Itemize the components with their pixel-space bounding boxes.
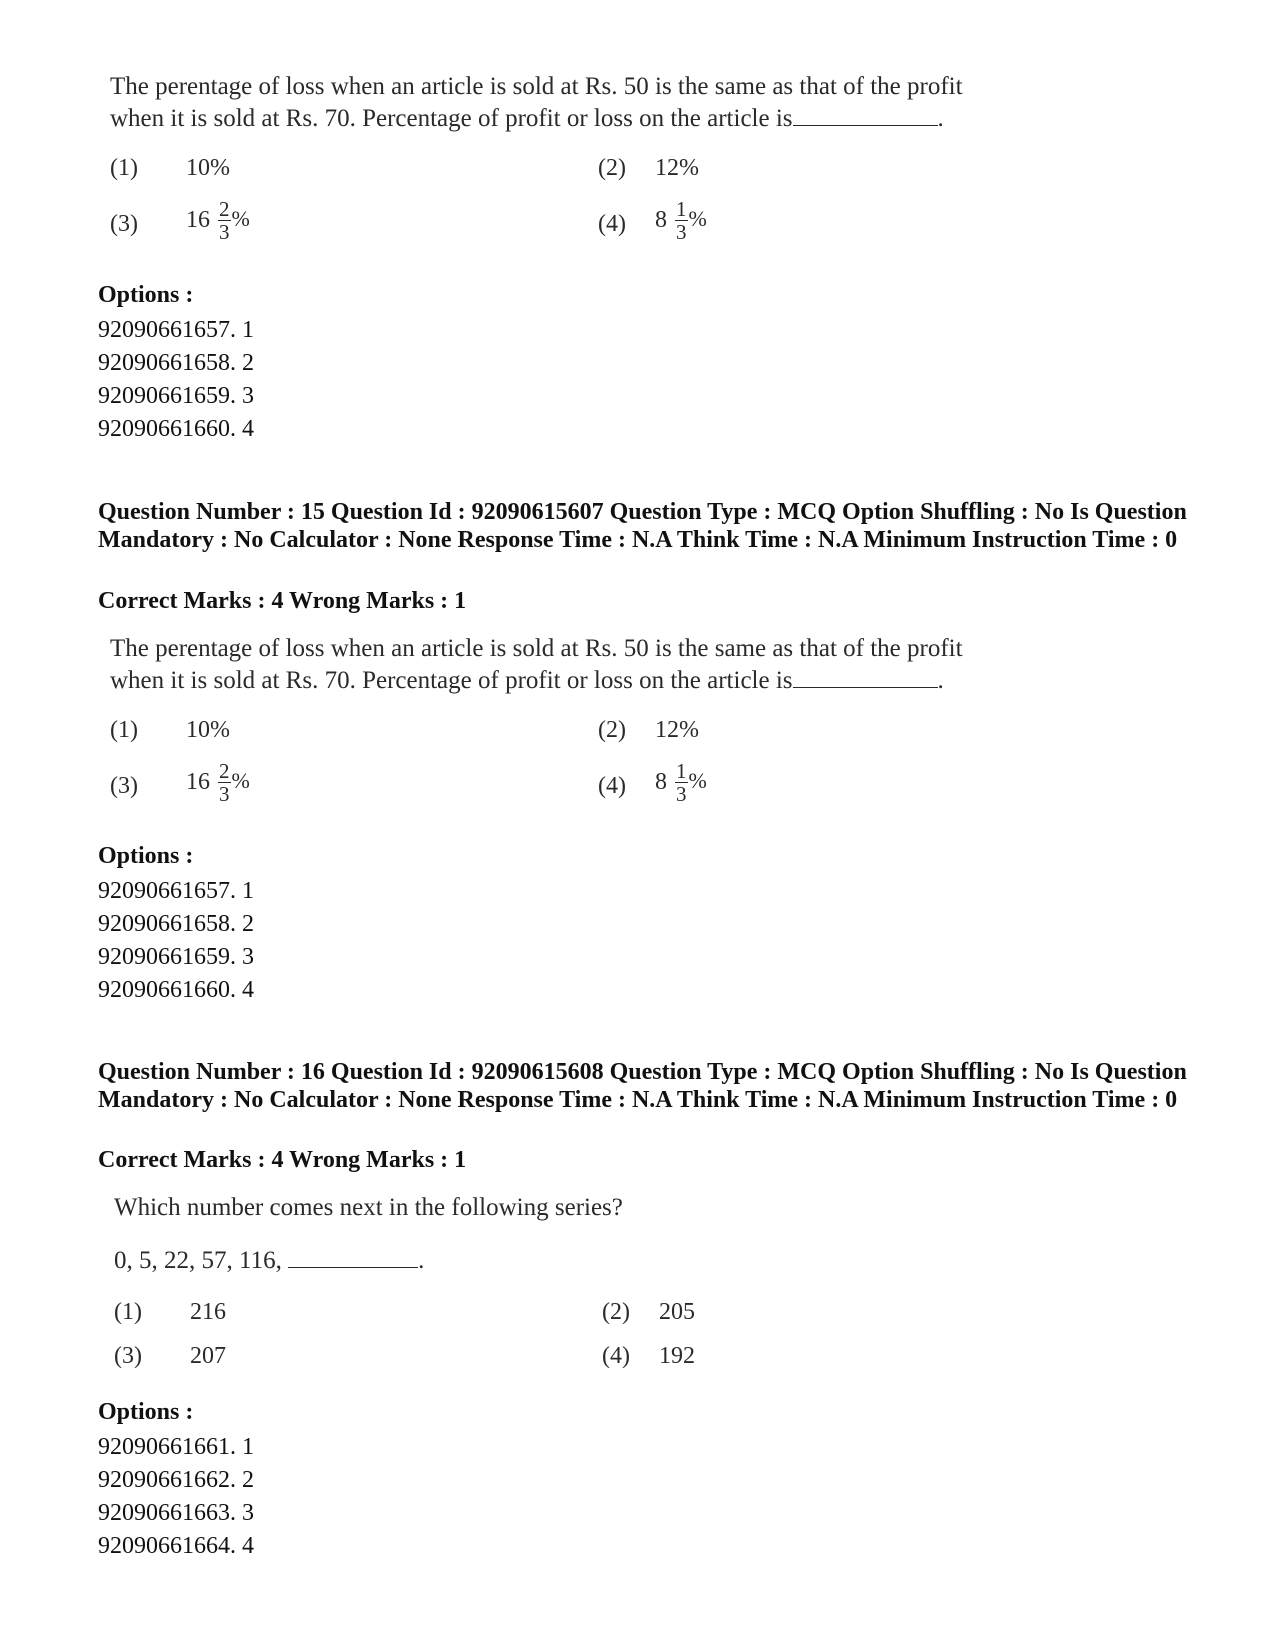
option-id: 92090661658. 2 xyxy=(98,350,254,376)
fraction-whole: 8 xyxy=(655,769,667,795)
fraction-denominator: 3 xyxy=(676,782,687,806)
option-id: 92090661660. 4 xyxy=(98,977,254,1003)
option-id: 92090661660. 4 xyxy=(98,416,254,442)
fraction-whole: 8 xyxy=(655,207,667,233)
fraction-whole: 16 xyxy=(186,207,210,233)
choice-text: 12% xyxy=(655,155,699,181)
choice-number: (4) xyxy=(602,1343,630,1369)
percent-sign: % xyxy=(688,767,707,793)
stem-text: 0, 5, 22, 57, 116, xyxy=(114,1247,282,1274)
choice-fraction xyxy=(186,198,250,243)
options-list xyxy=(98,314,254,446)
fraction-stack xyxy=(675,760,688,805)
choice-text: 205 xyxy=(659,1299,695,1325)
answer-blank xyxy=(793,665,938,688)
option-id: 92090661661. 1 xyxy=(98,1434,254,1460)
choice-text: 12% xyxy=(655,717,699,743)
option-id: 92090661659. 3 xyxy=(98,944,254,970)
choice-text: 216 xyxy=(190,1299,226,1325)
fraction-denominator: 3 xyxy=(219,220,230,244)
stem-text: when it is sold at Rs. 70. Percentage of profit or loss on the article is xyxy=(110,667,793,694)
choice-text: 10% xyxy=(186,717,230,743)
choice-fraction xyxy=(655,198,707,243)
option-id: 92090661662. 2 xyxy=(98,1467,254,1493)
options-list xyxy=(98,875,254,1007)
question-meta-header: Question Number : 15 Question Id : 92090615607 Question Type : MCQ Option Shuffling : No Is Question Mandatory : No Calculator : None Response Time : N.A Think Time : N.A Minimum Instruction Time : 0 xyxy=(98,499,1187,553)
option-id: 92090661658. 2 xyxy=(98,911,254,937)
fraction-stack xyxy=(675,198,688,243)
choice-number: (1) xyxy=(114,1299,142,1325)
choice-text: 207 xyxy=(190,1343,226,1369)
option-id: 92090661664. 4 xyxy=(98,1533,254,1559)
choice-number: (1) xyxy=(110,717,138,743)
choice-number: (4) xyxy=(598,211,626,237)
fraction-denominator: 3 xyxy=(676,220,687,244)
question-stem-line: Which number comes next in the following series? xyxy=(114,1194,623,1221)
fraction-stack xyxy=(218,198,231,243)
option-id: 92090661659. 3 xyxy=(98,383,254,409)
question-meta-header: Question Number : 16 Question Id : 92090615608 Question Type : MCQ Option Shuffling : No Is Question Mandatory : No Calculator : None Response Time : N.A Think Time : N.A Minimum Instruction Time : 0 xyxy=(98,1059,1187,1113)
question-stem-line: The perentage of loss when an article is sold at Rs. 50 is the same as that of the profit xyxy=(110,635,963,662)
marks-line: Correct Marks : 4 Wrong Marks : 1 xyxy=(98,588,467,614)
option-id: 92090661657. 1 xyxy=(98,317,254,343)
choice-number: (4) xyxy=(598,773,626,799)
choice-fraction xyxy=(655,760,707,805)
choice-number: (3) xyxy=(110,773,138,799)
options-list xyxy=(98,1431,254,1563)
choice-number: (3) xyxy=(110,211,138,237)
choice-number: (1) xyxy=(110,155,138,181)
option-id: 92090661663. 3 xyxy=(98,1500,254,1526)
choice-fraction xyxy=(186,760,250,805)
marks-line: Correct Marks : 4 Wrong Marks : 1 xyxy=(98,1147,467,1173)
question-stem-line: when it is sold at Rs. 70. Percentage of profit or loss on the article is . xyxy=(110,105,944,132)
fraction-whole: 16 xyxy=(186,769,210,795)
answer-blank xyxy=(288,1245,418,1268)
stem-text: when it is sold at Rs. 70. Percentage of profit or loss on the article is xyxy=(110,105,793,132)
choice-number: (2) xyxy=(598,155,626,181)
question-stem-line: 0, 5, 22, 57, 116, . xyxy=(114,1247,425,1274)
choice-number: (3) xyxy=(114,1343,142,1369)
percent-sign: % xyxy=(688,205,707,231)
fraction-numerator: 2 xyxy=(219,759,230,783)
fraction-numerator: 1 xyxy=(676,759,687,783)
question-stem-line: when it is sold at Rs. 70. Percentage of profit or loss on the article is . xyxy=(110,667,944,694)
fraction-numerator: 2 xyxy=(219,197,230,221)
question-stem-line: The perentage of loss when an article is sold at Rs. 50 is the same as that of the profit xyxy=(110,73,963,100)
options-label: Options : xyxy=(98,843,194,869)
fraction-numerator: 1 xyxy=(676,197,687,221)
percent-sign: % xyxy=(231,205,250,231)
choice-text: 10% xyxy=(186,155,230,181)
option-id: 92090661657. 1 xyxy=(98,878,254,904)
choice-number: (2) xyxy=(602,1299,630,1325)
choice-text: 192 xyxy=(659,1343,695,1369)
fraction-stack xyxy=(218,760,231,805)
percent-sign: % xyxy=(231,767,250,793)
choice-number: (2) xyxy=(598,717,626,743)
options-label: Options : xyxy=(98,282,194,308)
answer-blank xyxy=(793,103,938,126)
options-label: Options : xyxy=(98,1399,194,1425)
fraction-denominator: 3 xyxy=(219,782,230,806)
